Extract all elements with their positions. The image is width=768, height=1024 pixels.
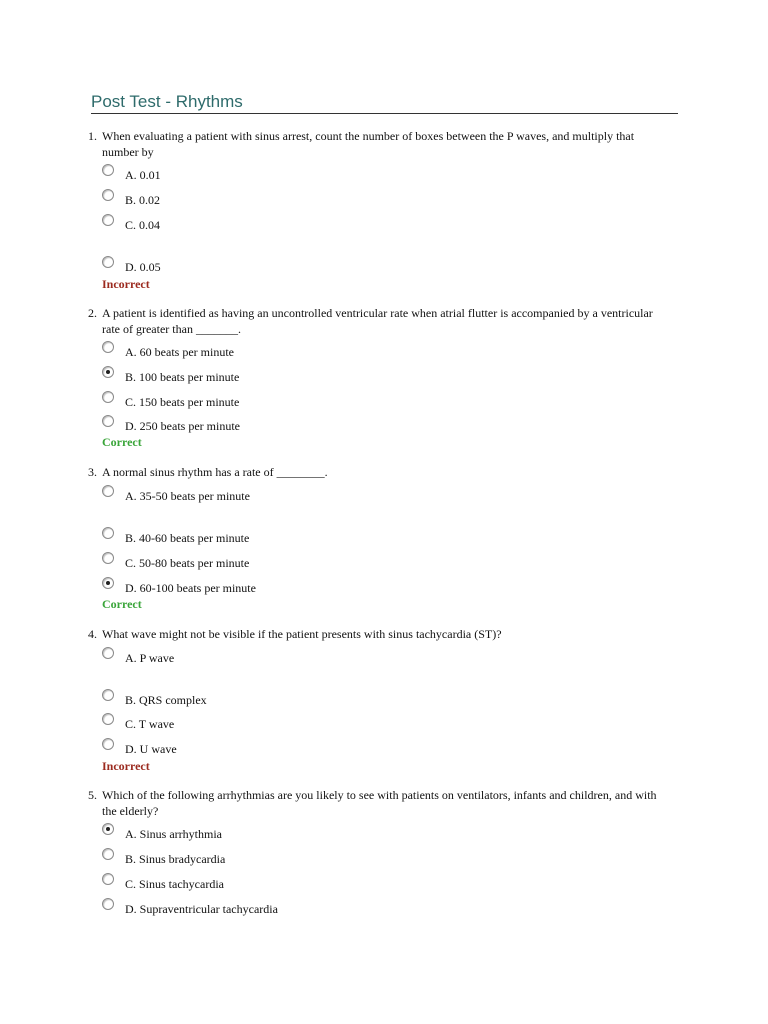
option-label: B. 0.02 xyxy=(125,193,161,207)
question-number: 5. xyxy=(88,788,97,802)
option-label: D. 250 beats per minute xyxy=(125,419,240,433)
radio-button[interactable] xyxy=(102,485,114,497)
page-title: Post Test - Rhythms xyxy=(91,92,243,111)
option-label: D. Supraventricular tachycardia xyxy=(125,902,278,916)
option-label: D. 0.05 xyxy=(125,260,161,274)
option-label: C. 0.04 xyxy=(125,218,161,232)
option-label: C. 50-80 beats per minute xyxy=(125,556,250,570)
radio-button[interactable] xyxy=(102,552,114,564)
option-label: A. 0.01 xyxy=(125,168,161,182)
radio-button[interactable] xyxy=(102,689,114,701)
option-label: A. 60 beats per minute xyxy=(125,345,234,359)
question-number: 4. xyxy=(88,627,97,641)
option-label: A. Sinus arrhythmia xyxy=(125,827,222,841)
radio-button-selected[interactable] xyxy=(102,577,114,589)
radio-button-selected[interactable] xyxy=(102,823,114,835)
option-label: D. 60-100 beats per minute xyxy=(125,581,256,595)
radio-button[interactable] xyxy=(102,214,114,226)
question-text: Which of the following arrhythmias are you likely to see with patients on ventilators, infants and children, and with the elderly? xyxy=(102,788,657,818)
option-label: A. P wave xyxy=(125,651,175,665)
option-label: D. U wave xyxy=(125,742,177,756)
result-incorrect: Incorrect xyxy=(102,277,150,291)
question-text: When evaluating a patient with sinus arrest, count the number of boxes between the P waves, and multiply that number by xyxy=(102,129,635,159)
question-number: 3. xyxy=(88,465,97,479)
option-label: C. 150 beats per minute xyxy=(125,395,240,409)
radio-button[interactable] xyxy=(102,415,114,427)
question-text: What wave might not be visible if the patient presents with sinus tachycardia (ST)? xyxy=(102,627,502,641)
option-label: B. Sinus bradycardia xyxy=(125,852,226,866)
result-incorrect: Incorrect xyxy=(102,759,150,773)
option-label: B. 40-60 beats per minute xyxy=(125,531,250,545)
question-number: 2. xyxy=(88,306,97,320)
option-label: C. T wave xyxy=(125,717,175,731)
radio-button[interactable] xyxy=(102,647,114,659)
radio-button[interactable] xyxy=(102,873,114,885)
title-divider xyxy=(91,113,678,114)
result-correct: Correct xyxy=(102,597,142,611)
question-text: A patient is identified as having an uncontrolled ventricular rate when atrial flutter is accompanied by a ventricular rate of greater than _______. xyxy=(102,306,653,336)
radio-button[interactable] xyxy=(102,848,114,860)
radio-button[interactable] xyxy=(102,164,114,176)
radio-button[interactable] xyxy=(102,713,114,725)
radio-button[interactable] xyxy=(102,738,114,750)
radio-button[interactable] xyxy=(102,527,114,539)
question-number: 1. xyxy=(88,129,97,143)
radio-button-selected[interactable] xyxy=(102,366,114,378)
option-label: B. 100 beats per minute xyxy=(125,370,240,384)
radio-button[interactable] xyxy=(102,898,114,910)
option-label: B. QRS complex xyxy=(125,693,207,707)
option-label: C. Sinus tachycardia xyxy=(125,877,224,891)
radio-button[interactable] xyxy=(102,341,114,353)
radio-button[interactable] xyxy=(102,189,114,201)
result-correct: Correct xyxy=(102,435,142,449)
radio-button[interactable] xyxy=(102,391,114,403)
option-label: A. 35-50 beats per minute xyxy=(125,489,250,503)
question-text: A normal sinus rhythm has a rate of ________. xyxy=(102,465,328,479)
radio-button[interactable] xyxy=(102,256,114,268)
